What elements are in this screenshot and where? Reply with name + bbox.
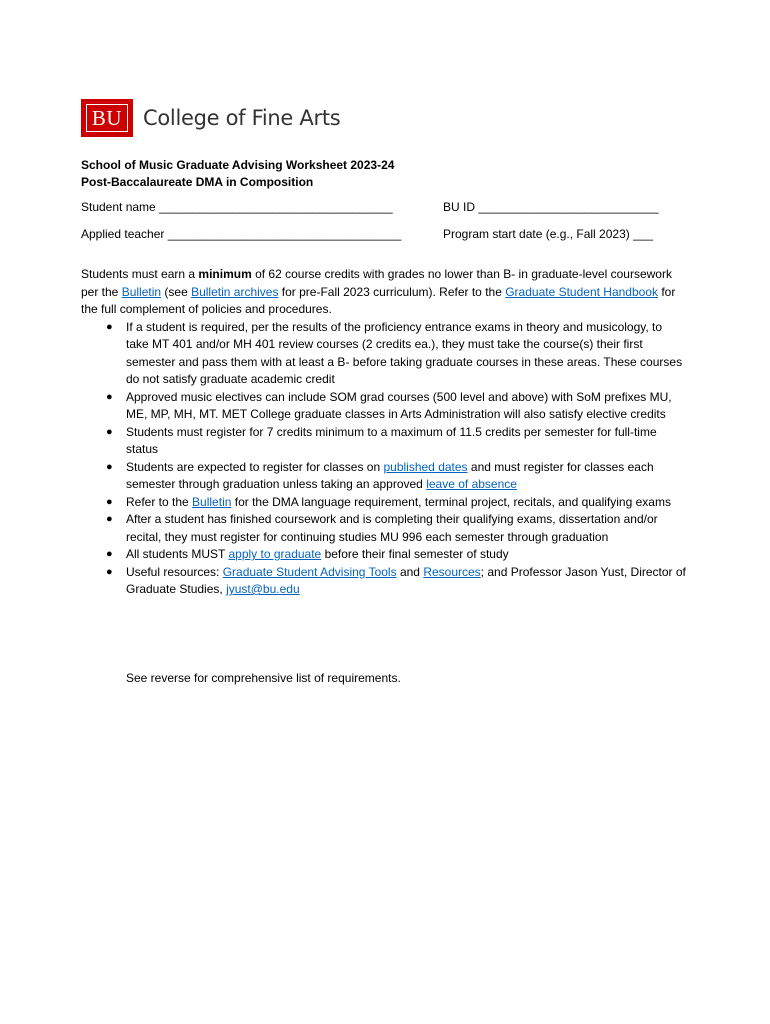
leave-of-absence-link[interactable]: leave of absence — [426, 477, 517, 491]
resources-link[interactable]: Resources — [423, 564, 481, 579]
program-start-field[interactable]: Program start date (e.g., Fall 2023) ___ — [443, 227, 654, 241]
bulletin-archives-link[interactable]: Bulletin archives — [191, 284, 279, 299]
bullet-icon: ● — [106, 460, 113, 473]
list-item: ● After a student has finished coursework and is completing their qualifying exams, dissertation and/or recital, they must register for continuing studies MU 996 each semester through graduation — [106, 512, 658, 544]
bulletin-link[interactable]: Bulletin — [121, 284, 162, 299]
published-dates-link[interactable]: published dates — [383, 459, 468, 474]
bu-cfa-logo — [81, 99, 340, 137]
list-item: ● If a student is required, per the results of the proficiency entrance exams in theory and musicology, to take MT 401 and/or MH 401 review courses (2 credits ea.), they must take the course(s) their first semester and pass them with at least a B- before taking graduate courses in these areas. These courses do not satisfy graduate academic credit — [106, 319, 683, 386]
email-link[interactable]: jyust@bu.edu — [226, 582, 300, 596]
bu-logo-box — [81, 99, 133, 137]
title-line-1: School of Music Graduate Advising Worksheet 2023-24 — [81, 158, 395, 172]
bulletin-link-2[interactable]: Bulletin — [192, 494, 232, 509]
intro-paragraph: Students must earn a minimum of 62 course credits with grades no lower than B- in graduate-level coursework per the Bulletin (see Bulletin archives for pre-Fall 2023 curriculum). Refer to the Graduate Student Handbook for the full complement of policies and procedures. — [81, 267, 676, 316]
requirements-body — [81, 266, 686, 599]
bullet-icon: ● — [106, 320, 113, 333]
minimum-emphasis: minimum — [198, 267, 252, 281]
college-name: College of Fine Arts — [143, 106, 341, 130]
list-item: ● Approved music electives can include SOM grad courses (500 level and above) with SoM prefixes MU, ME, MP, MH, MT. MET College graduate classes in Arts Administration will also satisfy elective credits — [106, 389, 672, 421]
bullet-icon: ● — [106, 565, 113, 578]
bu-logo-text: BU — [91, 105, 123, 130]
bullet-icon: ● — [106, 425, 113, 438]
student-name-field[interactable]: Student name ___________________________________ — [81, 200, 393, 214]
bullet-icon: ● — [106, 548, 113, 560]
bu-id-field[interactable]: BU ID ___________________________ — [443, 200, 659, 214]
applied-teacher-field[interactable]: Applied teacher ___________________________________ — [81, 227, 402, 241]
list-item: ● Refer to the Bulletin for the DMA language requirement, terminal project, recitals, and qualifying exams — [81, 494, 686, 512]
bullet-icon: ● — [106, 513, 113, 525]
list-item: ● All students MUST apply to graduate before their final semester of study — [81, 546, 686, 564]
apply-to-graduate-link[interactable]: apply to graduate — [228, 547, 322, 561]
reverse-note: See reverse for comprehensive list of requirements. — [126, 671, 401, 685]
bullet-icon: ● — [106, 390, 113, 403]
list-item: ● Students must register for 7 credits minimum to a maximum of 11.5 credits per semester for full-time status — [106, 424, 657, 456]
worksheet-title — [81, 157, 394, 191]
requirements-list — [81, 319, 686, 599]
advising-tools-link[interactable]: Graduate Student Advising Tools — [222, 564, 397, 579]
list-item: ● Useful resources: Graduate Student Advising Tools and Resources; and Professor Jason Yust, Director of Graduate Studies, jyust@bu.edu — [106, 564, 686, 596]
bullet-icon: ● — [106, 495, 113, 508]
graduate-handbook-link[interactable]: Graduate Student Handbook — [505, 284, 658, 299]
title-line-2: Post-Baccalaureate DMA in Composition — [81, 175, 314, 189]
list-item: ● Students are expected to register for classes on published dates and must register for classes each semester through graduation unless taking an approved leave of absence — [106, 459, 654, 491]
